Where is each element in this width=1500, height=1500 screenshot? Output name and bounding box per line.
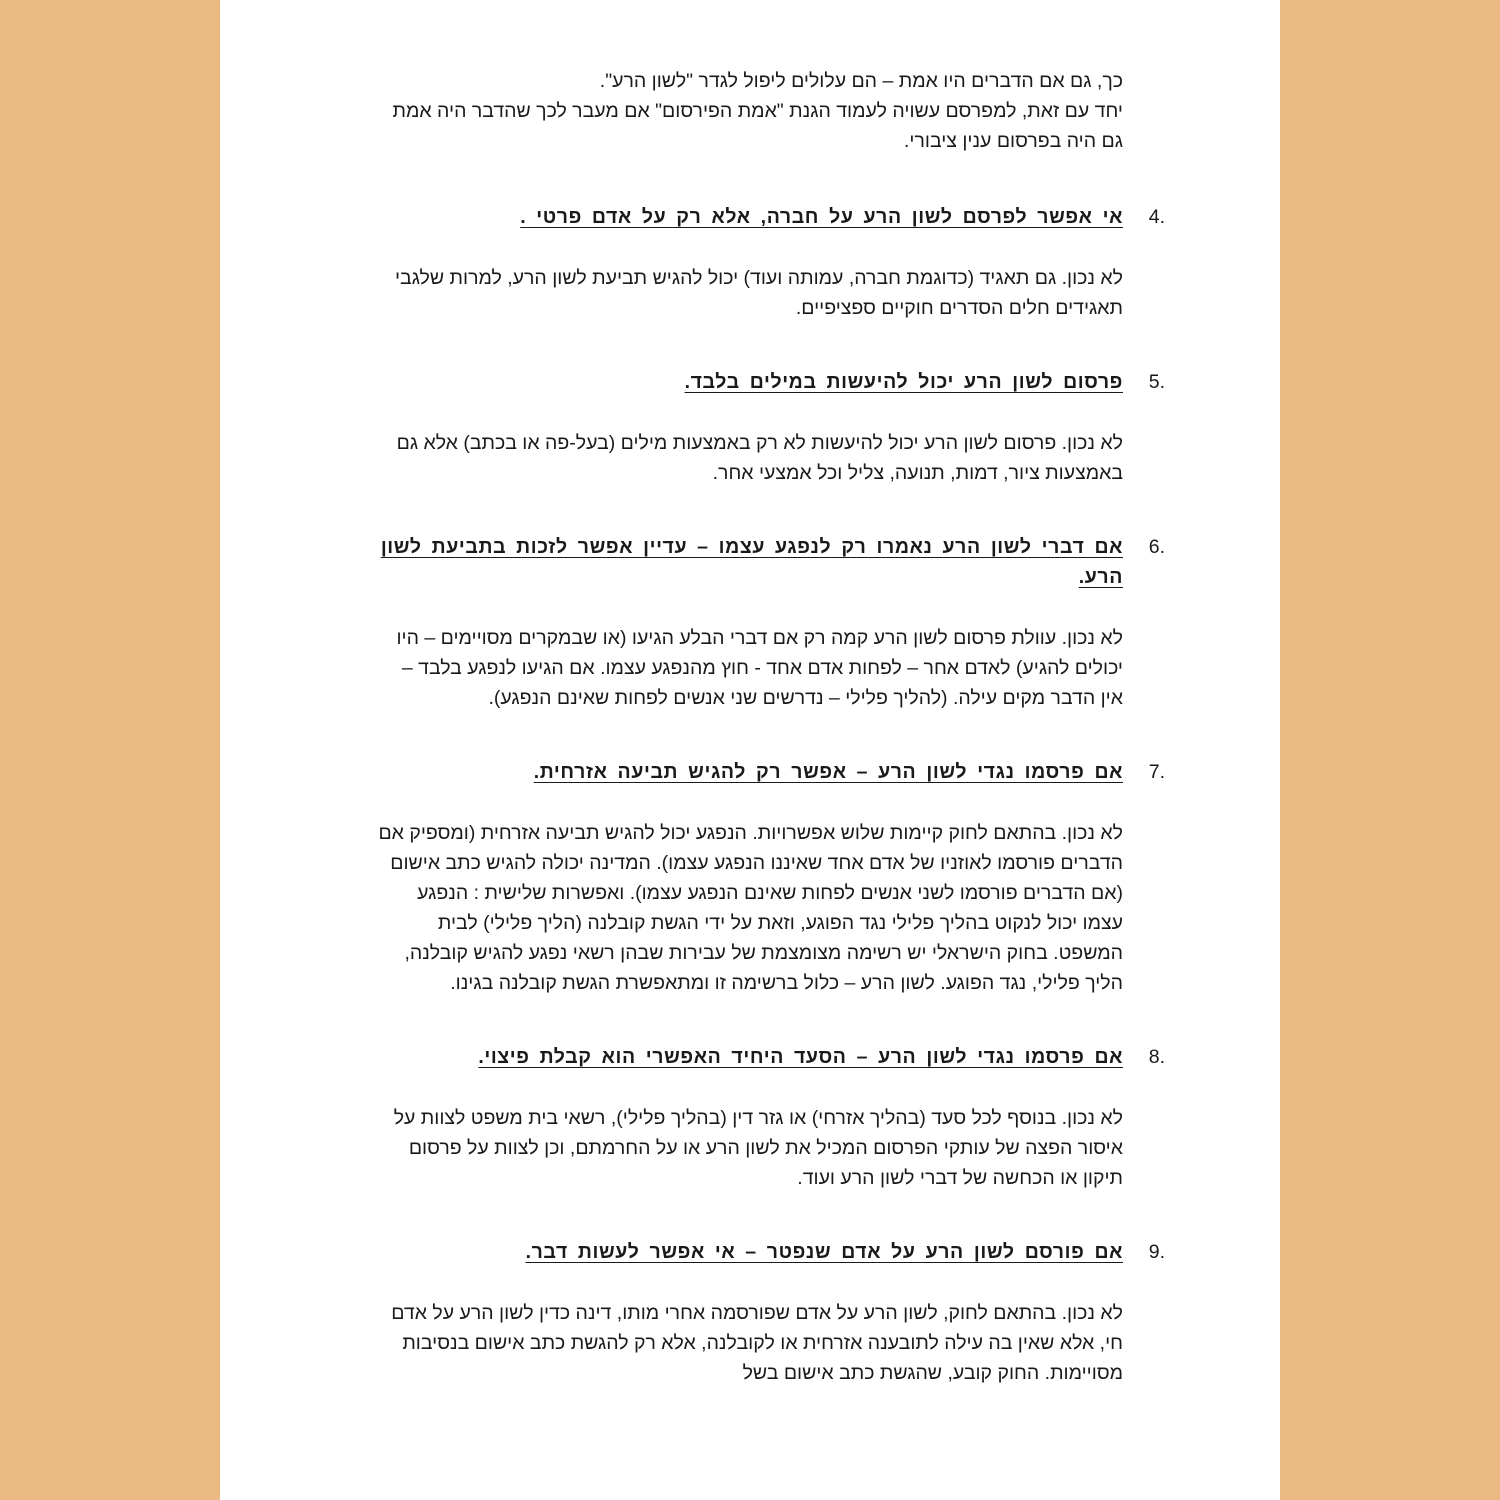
answer-paragraph: לא נכון. פרסום לשון הרע יכול להיעשות לא רק באמצעות מילים (בעל-פה או בכתב) אלא גם באמצעות ציור, דמות, תנועה, צליל וכל אמצעי אחר.	[396, 432, 1123, 484]
question-heading	[375, 1237, 1165, 1267]
question-item-6	[375, 532, 1165, 713]
question-heading	[375, 757, 1165, 787]
document-page	[220, 0, 1280, 1500]
intro-line-1: כך, גם אם הדברים היו אמת – הם עלולים ליפול לגדר "לשון הרע".	[599, 70, 1123, 92]
question-heading	[375, 367, 1165, 397]
question-item-4	[375, 202, 1165, 323]
answer-paragraph: לא נכון. בהתאם לחוק קיימות שלוש אפשרויות. הנפגע יכול להגיש תביעה אזרחית (ומספיק אם הדברים פורסמו לאוזניו של אדם אחד שאיננו הנפגע עצמו). המדינה יכולה להגיש כתב אישום (אם הדברים פורסמו לשני אנשים לפחות שאינם הנפגע עצמו). ואפשרות שלישית : הנפגע עצמו יכול לנקוט בהליך פלילי נגד הפוגע, וזאת על ידי הגשת קובלנה (הליך פלילי) לבית המשפט. בחוק הישראלי יש רשימה מצומצמת של עבירות שבהן רשאי נפגע להגיש קובלנה, הליך פלילי, נגד הפוגע. לשון הרע – כלול ברשימה זו ומתאפשרת הגשת קובלנה בגינו.	[378, 822, 1123, 994]
question-number: 6.	[1148, 536, 1165, 558]
question-number: 9.	[1148, 1241, 1165, 1263]
question-item-7	[375, 757, 1165, 998]
question-text: אם דברי לשון הרע נאמרו רק לנפגע עצמו – עדיין אפשר לזכות בתביעת לשון הרע.	[380, 536, 1123, 588]
question-item-5	[375, 367, 1165, 488]
document-content	[375, 66, 1165, 1388]
intro-line-2: יחד עם זאת, למפרסם עשויה לעמוד הגנת "אמת הפירסום" אם מעבר לכך שהדבר היה אמת גם היה בפרסום ענין ציבורי.	[392, 100, 1123, 152]
answer-paragraph: לא נכון. עוולת פרסום לשון הרע קמה רק אם דברי הבלע הגיעו (או שבמקרים מסויימים – היו יכולים להגיע) לאדם אחר – לפחות אדם אחד - חוץ מהנפגע עצמו. אם הגיעו לנפגע בלבד – אין הדבר מקים עילה. (להליך פלילי – נדרשים שני אנשים לפחות שאינם הנפגע).	[396, 627, 1123, 709]
intro-paragraph	[375, 66, 1123, 156]
answer-paragraph: לא נכון. בנוסף לכל סעד (בהליך אזרחי) או גזר דין (בהליך פלילי), רשאי בית משפט לצוות על איסור הפצה של עותקי הפרסום המכיל את לשון הרע או על החרמתם, וכן לצוות על פרסום תיקון או הכחשה של דברי לשון הרע ועוד.	[393, 1107, 1123, 1189]
question-item-9	[375, 1237, 1165, 1388]
question-heading	[375, 532, 1165, 592]
question-item-8	[375, 1042, 1165, 1193]
question-number: 7.	[1148, 761, 1165, 783]
question-text: פרסום לשון הרע יכול להיעשות במילים בלבד.	[684, 371, 1123, 393]
question-number: 4.	[1148, 206, 1165, 228]
question-text: אם פרסמו נגדי לשון הרע – הסעד היחיד האפשרי הוא קבלת פיצוי.	[478, 1046, 1123, 1068]
answer-paragraph: לא נכון. גם תאגיד (כדוגמת חברה, עמותה ועוד) יכול להגיש תביעת לשון הרע, למרות שלגבי תאגידים חלים הסדרים חוקיים ספציפיים.	[394, 267, 1123, 319]
question-number: 5.	[1148, 371, 1165, 393]
question-heading	[375, 1042, 1165, 1072]
question-number: 8.	[1148, 1046, 1165, 1068]
question-text: אי אפשר לפרסם לשון הרע על חברה, אלא רק על אדם פרטי .	[520, 206, 1123, 228]
question-heading	[375, 202, 1165, 232]
question-text: אם פרסמו נגדי לשון הרע – אפשר רק להגיש תביעה אזרחית.	[533, 761, 1123, 783]
question-text: אם פורסם לשון הרע על אדם שנפטר – אי אפשר לעשות דבר.	[525, 1241, 1123, 1263]
answer-paragraph: לא נכון. בהתאם לחוק, לשון הרע על אדם שפורסמה אחרי מותו, דינה כדין לשון הרע על אדם חי, אלא שאין בה עילה לתובענה אזרחית או לקובלנה, אלא רק להגשת כתב אישום בנסיבות מסויימות. החוק קובע, שהגשת כתב אישום בשל	[391, 1302, 1123, 1384]
